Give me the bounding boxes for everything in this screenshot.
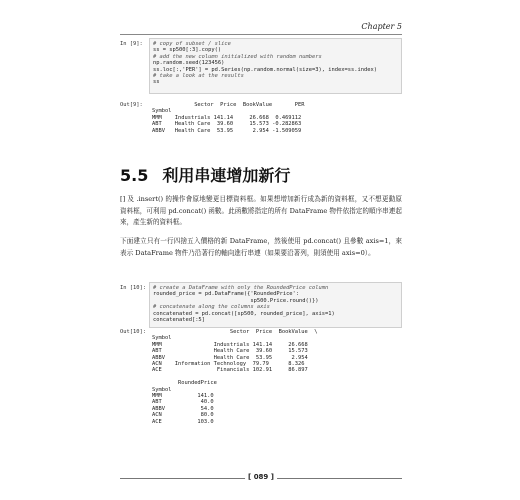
output-line: ACN Information Technology 79.79 8.326 — [152, 361, 305, 368]
output-line: ABT Health Care 39.60 15.573 -0.282863 — [152, 121, 302, 128]
output-line: ABBV 54.0 — [152, 405, 214, 412]
code-line: rounded_price = pd.DataFrame({'RoundedPrice': — [153, 291, 300, 298]
code-line: ss — [153, 79, 160, 86]
code-line: ss = sp500[:3].copy() — [153, 47, 222, 54]
output-line: Symbol — [152, 386, 172, 393]
page-footer — [120, 474, 402, 482]
code-output — [149, 329, 402, 425]
output-line: ACE 103.0 — [152, 418, 214, 425]
output-line: ABBV Health Care 53.95 2.954 — [152, 354, 308, 361]
code-comment-line: # add the new column initialized with random numbers — [153, 53, 322, 60]
output-line: MMM Industrials 141.14 26.668 — [152, 341, 308, 348]
output-line: Symbol — [152, 108, 172, 115]
code-output — [149, 102, 402, 134]
output-line: ACN 80.0 — [152, 412, 214, 419]
paragraph-2: 下面建立只有一行四捨五入價格的新 DataFrame，然後使用 pd.concat() 且參數 axis=1，來表示 DataFrame 物件乃沿著行的軸向進行串連（如果要沿著列，則須使用 axis=0）。 — [120, 237, 402, 257]
out-prompt: Out[9]: — [120, 102, 143, 108]
in-prompt: In [10]: — [120, 285, 146, 291]
paragraph-1: [] 及 .insert() 的操作會原地變更目標資料框。如果想增加新行成為新的資料框，又不想更動原資料框，可利用 pd.concat() 函數。此函數將指定的所有 DataFrame 物件依指定的順序串連起來，產生新的資料框。 — [120, 195, 402, 226]
output-line: ABT Health Care 39.60 15.573 — [152, 348, 308, 355]
chapter-label: Chapter 5 — [361, 22, 402, 31]
output-line: ACE Financials 102.91 86.897 — [152, 367, 308, 374]
code-cell-9 — [120, 38, 402, 138]
output-line: RoundedPrice — [152, 380, 217, 387]
code-line: ss.loc[:,'PER'] = pd.Series(np.random.normal(size=3), index=ss.index) — [153, 66, 377, 73]
code-comment-line: # create a DataFrame with only the RoundedPrice column — [153, 285, 329, 291]
output-line: MMM 141.0 — [152, 393, 214, 400]
code-comment-line: # take a look at the results — [153, 73, 244, 80]
output-line: ABBV Health Care 53.95 2.954 -1.509059 — [152, 127, 302, 134]
code-line: sp500.Price.round()}) — [153, 297, 319, 304]
in-prompt: In [9]: — [120, 41, 143, 47]
section-heading — [120, 163, 290, 186]
code-input-box — [149, 282, 402, 328]
page-number: [ 089 ] — [245, 473, 277, 481]
output-line: ABT 40.0 — [152, 399, 214, 406]
output-line: Sector Price BookValue \ — [152, 329, 318, 335]
out-prompt: Out[10]: — [120, 329, 146, 335]
running-header — [120, 22, 402, 35]
code-comment-line: # concatenate along the columns axis — [153, 304, 270, 311]
output-line: Symbol — [152, 335, 172, 342]
code-input-box — [149, 38, 402, 94]
code-cell-10 — [120, 282, 402, 432]
code-comment-line: # copy of subset / slice — [153, 41, 231, 47]
code-line: concatenated = pd.concat([sp500, rounded_price], axis=1) — [153, 310, 335, 317]
output-line: MMM Industrials 141.14 26.668 0.469112 — [152, 114, 302, 121]
code-line: concatenated[:5] — [153, 317, 205, 324]
section-title: 利用串連增加新行 — [162, 166, 291, 185]
code-line: np.random.seed(123456) — [153, 60, 225, 67]
output-line: Sector Price BookValue PER — [152, 102, 305, 108]
section-number: 5.5 — [120, 166, 149, 185]
